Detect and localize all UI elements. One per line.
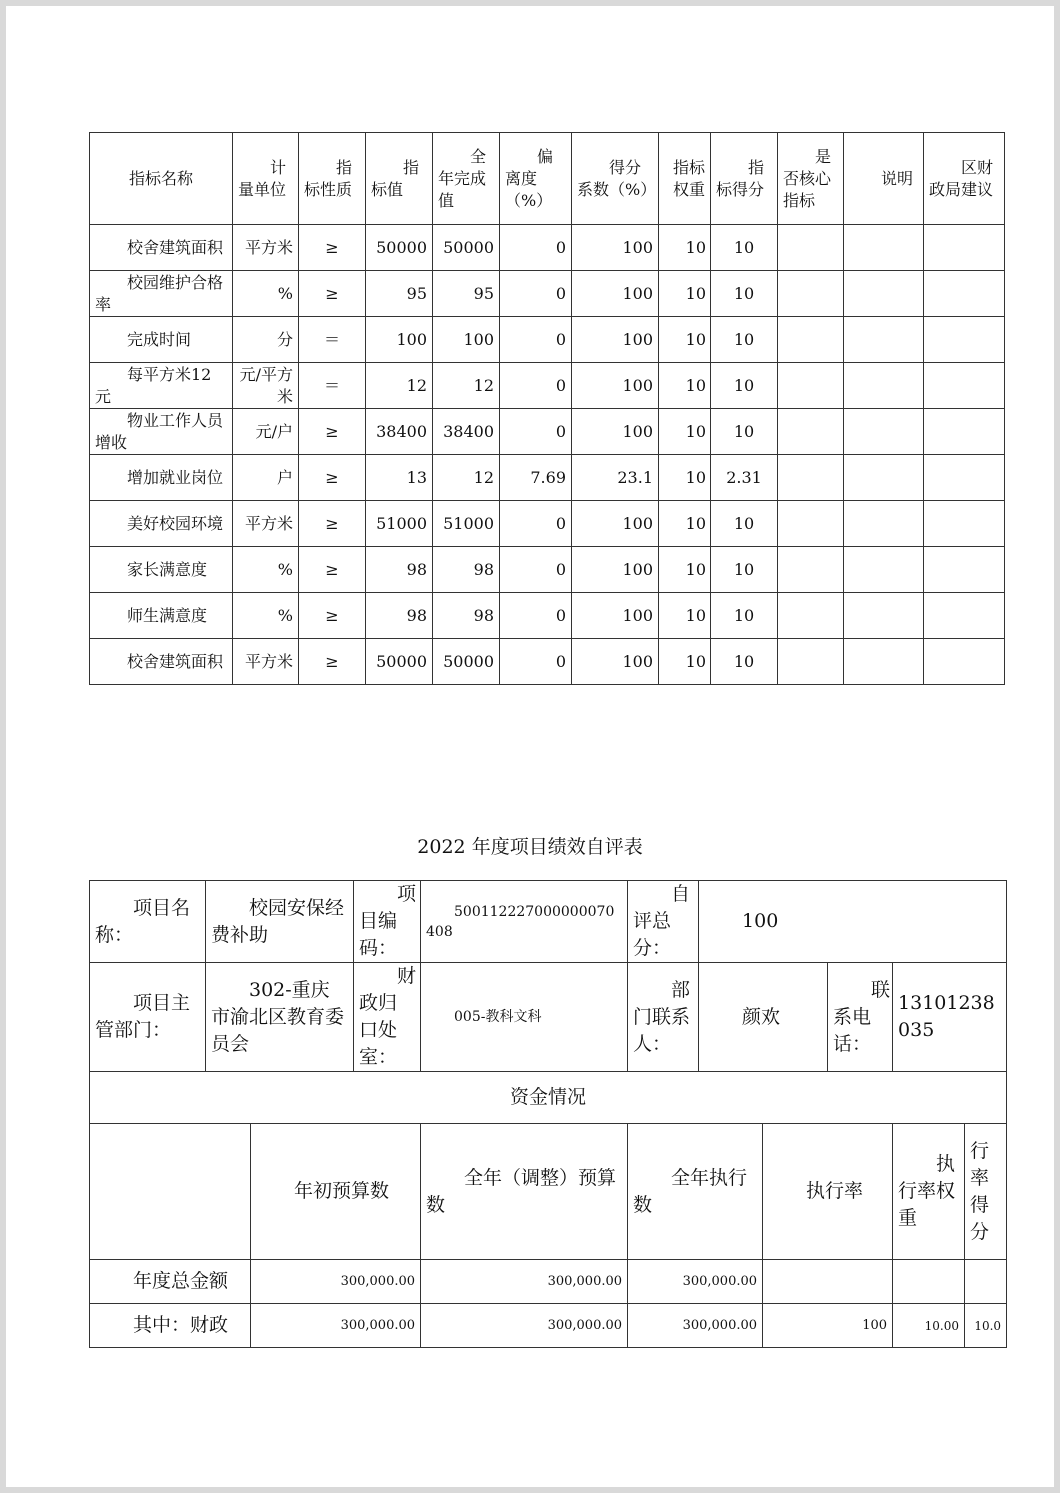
indicator-note <box>844 363 924 409</box>
indicator-coef: 100 <box>572 271 659 317</box>
indicator-coef: 100 <box>572 225 659 271</box>
indicator-target: 38400 <box>366 409 433 455</box>
indicator-target: 12 <box>366 363 433 409</box>
indicator-name: 美好校园环境 <box>90 501 233 547</box>
indicator-deviation: 0 <box>500 547 572 593</box>
indicator-row <box>90 225 1005 271</box>
funds-section-title: 资金情况 <box>90 1072 1007 1124</box>
funds-header-rate: 执行率 <box>763 1124 893 1260</box>
indicator-target: 13 <box>366 455 433 501</box>
indicator-unit: 分 <box>233 317 299 363</box>
funds-weight: 10.00 <box>893 1304 965 1348</box>
indicator-target: 50000 <box>366 639 433 685</box>
indicator-coef: 100 <box>572 547 659 593</box>
indicator-nature: ≥ <box>299 547 366 593</box>
indicator-suggestion <box>924 317 1005 363</box>
funds-row-label: 其中：财政 <box>90 1304 251 1348</box>
funds-initial: 300,000.00 <box>251 1304 421 1348</box>
indicator-deviation: 0 <box>500 501 572 547</box>
indicator-deviation: 0 <box>500 225 572 271</box>
indicator-unit: % <box>233 271 299 317</box>
indicator-coef: 100 <box>572 501 659 547</box>
indicator-name: 增加就业岗位 <box>90 455 233 501</box>
indicator-note <box>844 271 924 317</box>
indicator-target: 98 <box>366 593 433 639</box>
indicator-weight: 10 <box>659 593 711 639</box>
document-page <box>6 6 1054 1487</box>
indicator-actual: 98 <box>433 547 500 593</box>
funds-adjusted: 300,000.00 <box>421 1304 628 1348</box>
indicator-core <box>778 501 844 547</box>
funds-header-executed: 全年执行数 <box>628 1124 763 1260</box>
indicator-actual: 98 <box>433 593 500 639</box>
header-actual: 全年完成值 <box>433 133 500 225</box>
indicator-name: 每平方米12元 <box>90 363 233 409</box>
indicator-deviation: 7.69 <box>500 455 572 501</box>
indicator-coef: 23.1 <box>572 455 659 501</box>
indicator-coef: 100 <box>572 363 659 409</box>
header-suggestion: 区财政局建议 <box>924 133 1005 225</box>
indicator-name: 师生满意度 <box>90 593 233 639</box>
indicator-actual: 50000 <box>433 225 500 271</box>
funds-header-score: 行率得分 <box>965 1124 1007 1260</box>
indicator-note <box>844 639 924 685</box>
funds-adjusted: 300,000.00 <box>421 1260 628 1304</box>
indicator-core <box>778 225 844 271</box>
indicator-target: 98 <box>366 547 433 593</box>
indicator-actual: 12 <box>433 455 500 501</box>
indicator-weight: 10 <box>659 547 711 593</box>
indicator-name: 完成时间 <box>90 317 233 363</box>
indicator-name: 家长满意度 <box>90 547 233 593</box>
funds-row <box>90 1260 1007 1304</box>
indicator-target: 95 <box>366 271 433 317</box>
indicator-suggestion <box>924 363 1005 409</box>
self-score-label: 自评总分： <box>628 881 699 963</box>
funds-score <box>965 1260 1007 1304</box>
indicator-score: 10 <box>711 363 778 409</box>
self-eval-table <box>89 880 1007 1348</box>
indicator-deviation: 0 <box>500 409 572 455</box>
funds-executed: 300,000.00 <box>628 1260 763 1304</box>
indicator-score: 10 <box>711 593 778 639</box>
header-indicator-name: 指标名称 <box>90 133 233 225</box>
indicator-deviation: 0 <box>500 639 572 685</box>
indicator-row <box>90 501 1005 547</box>
indicator-note <box>844 317 924 363</box>
header-note: 说明 <box>844 133 924 225</box>
indicator-suggestion <box>924 547 1005 593</box>
indicator-core <box>778 455 844 501</box>
indicator-nature: ≥ <box>299 455 366 501</box>
indicator-row <box>90 363 1005 409</box>
funds-row-label: 年度总金额 <box>90 1260 251 1304</box>
finance-office-value: 005-教科文科 <box>421 963 628 1072</box>
indicator-nature: ≥ <box>299 271 366 317</box>
indicator-weight: 10 <box>659 455 711 501</box>
indicator-unit: 平方米 <box>233 639 299 685</box>
project-code-label: 项目编码： <box>354 881 421 963</box>
indicator-weight: 10 <box>659 317 711 363</box>
header-deviation: 偏离度（%） <box>500 133 572 225</box>
indicator-row <box>90 317 1005 363</box>
indicator-suggestion <box>924 501 1005 547</box>
project-code: 500112227000000070408 <box>421 881 628 963</box>
indicator-note <box>844 593 924 639</box>
indicator-note <box>844 501 924 547</box>
funds-header-weight: 执行率权重 <box>893 1124 965 1260</box>
indicator-coef: 100 <box>572 409 659 455</box>
indicator-nature: ≥ <box>299 225 366 271</box>
indicator-actual: 51000 <box>433 501 500 547</box>
indicator-score: 10 <box>711 271 778 317</box>
indicator-note <box>844 455 924 501</box>
indicator-actual: 100 <box>433 317 500 363</box>
funds-header-blank <box>90 1124 251 1260</box>
funds-rate: 100 <box>763 1304 893 1348</box>
indicator-unit: 平方米 <box>233 225 299 271</box>
indicator-score: 10 <box>711 409 778 455</box>
funds-row <box>90 1304 1007 1348</box>
indicator-name: 校舍建筑面积 <box>90 639 233 685</box>
dept-label: 项目主管部门： <box>90 963 206 1072</box>
dept-row <box>90 963 1007 1072</box>
funds-initial: 300,000.00 <box>251 1260 421 1304</box>
contact-value: 颜欢 <box>699 963 828 1072</box>
indicator-name: 校舍建筑面积 <box>90 225 233 271</box>
indicator-actual: 12 <box>433 363 500 409</box>
indicator-coef: 100 <box>572 593 659 639</box>
indicator-table <box>89 132 1005 685</box>
indicator-actual: 50000 <box>433 639 500 685</box>
header-unit: 计量单位 <box>233 133 299 225</box>
indicator-deviation: 0 <box>500 317 572 363</box>
indicator-nature: ≥ <box>299 639 366 685</box>
indicator-actual: 38400 <box>433 409 500 455</box>
indicator-target: 51000 <box>366 501 433 547</box>
indicator-suggestion <box>924 639 1005 685</box>
funds-section-row <box>90 1072 1007 1124</box>
finance-office-label: 财政归口处室： <box>354 963 421 1072</box>
indicator-nature: ≥ <box>299 501 366 547</box>
funds-header-row <box>90 1124 1007 1260</box>
funds-weight <box>893 1260 965 1304</box>
indicator-core <box>778 593 844 639</box>
indicator-deviation: 0 <box>500 593 572 639</box>
indicator-nature: ≥ <box>299 409 366 455</box>
indicator-coef: 100 <box>572 317 659 363</box>
form-title: 2022 年度项目绩效自评表 <box>417 836 643 858</box>
indicator-weight: 10 <box>659 409 711 455</box>
indicator-target: 50000 <box>366 225 433 271</box>
indicator-deviation: 0 <box>500 271 572 317</box>
header-target: 指标值 <box>366 133 433 225</box>
indicator-target: 100 <box>366 317 433 363</box>
contact-label: 部门联系人： <box>628 963 699 1072</box>
indicator-core <box>778 547 844 593</box>
indicator-core <box>778 409 844 455</box>
indicator-weight: 10 <box>659 639 711 685</box>
indicator-unit: 平方米 <box>233 501 299 547</box>
indicator-row <box>90 547 1005 593</box>
indicator-coef: 100 <box>572 639 659 685</box>
funds-score: 10.0 <box>965 1304 1007 1348</box>
phone-value: 13101238035 <box>893 963 1007 1072</box>
indicator-name: 物业工作人员增收 <box>90 409 233 455</box>
indicator-nature: ＝ <box>299 317 366 363</box>
indicator-suggestion <box>924 409 1005 455</box>
indicator-score: 10 <box>711 547 778 593</box>
phone-label: 联系电话： <box>828 963 893 1072</box>
dept-value: 302-重庆市渝北区教育委员会 <box>206 963 354 1072</box>
indicator-unit: 元/平方米 <box>233 363 299 409</box>
indicator-name: 校园维护合格率 <box>90 271 233 317</box>
project-name-label: 项目名称： <box>90 881 206 963</box>
funds-rate <box>763 1260 893 1304</box>
indicator-header-row <box>90 133 1005 225</box>
indicator-suggestion <box>924 455 1005 501</box>
indicator-score: 10 <box>711 639 778 685</box>
indicator-score: 10 <box>711 501 778 547</box>
header-score: 指标得分 <box>711 133 778 225</box>
indicator-score: 10 <box>711 225 778 271</box>
header-weight: 指标权重 <box>659 133 711 225</box>
indicator-row <box>90 593 1005 639</box>
header-nature: 指标性质 <box>299 133 366 225</box>
indicator-suggestion <box>924 593 1005 639</box>
indicator-actual: 95 <box>433 271 500 317</box>
header-core: 是否核心指标 <box>778 133 844 225</box>
indicator-row <box>90 409 1005 455</box>
indicator-note <box>844 547 924 593</box>
indicator-weight: 10 <box>659 501 711 547</box>
indicator-row <box>90 271 1005 317</box>
indicator-weight: 10 <box>659 271 711 317</box>
indicator-row <box>90 455 1005 501</box>
indicator-deviation: 0 <box>500 363 572 409</box>
indicator-unit: % <box>233 593 299 639</box>
funds-header-initial: 年初预算数 <box>251 1124 421 1260</box>
indicator-score: 10 <box>711 317 778 363</box>
indicator-nature: ＝ <box>299 363 366 409</box>
self-score: 100 <box>699 881 1007 963</box>
project-name: 校园安保经费补助 <box>206 881 354 963</box>
indicator-core <box>778 363 844 409</box>
indicator-unit: % <box>233 547 299 593</box>
indicator-note <box>844 409 924 455</box>
indicator-unit: 户 <box>233 455 299 501</box>
header-coef: 得分系数（%） <box>572 133 659 225</box>
indicator-score: 2.31 <box>711 455 778 501</box>
indicator-nature: ≥ <box>299 593 366 639</box>
indicator-weight: 10 <box>659 363 711 409</box>
indicator-core <box>778 317 844 363</box>
funds-executed: 300,000.00 <box>628 1304 763 1348</box>
indicator-core <box>778 271 844 317</box>
project-row <box>90 881 1007 963</box>
indicator-unit: 元/户 <box>233 409 299 455</box>
indicator-suggestion <box>924 225 1005 271</box>
indicator-suggestion <box>924 271 1005 317</box>
indicator-note <box>844 225 924 271</box>
indicator-core <box>778 639 844 685</box>
indicator-weight: 10 <box>659 225 711 271</box>
indicator-row <box>90 639 1005 685</box>
funds-header-adjusted: 全年（调整）预算数 <box>421 1124 628 1260</box>
